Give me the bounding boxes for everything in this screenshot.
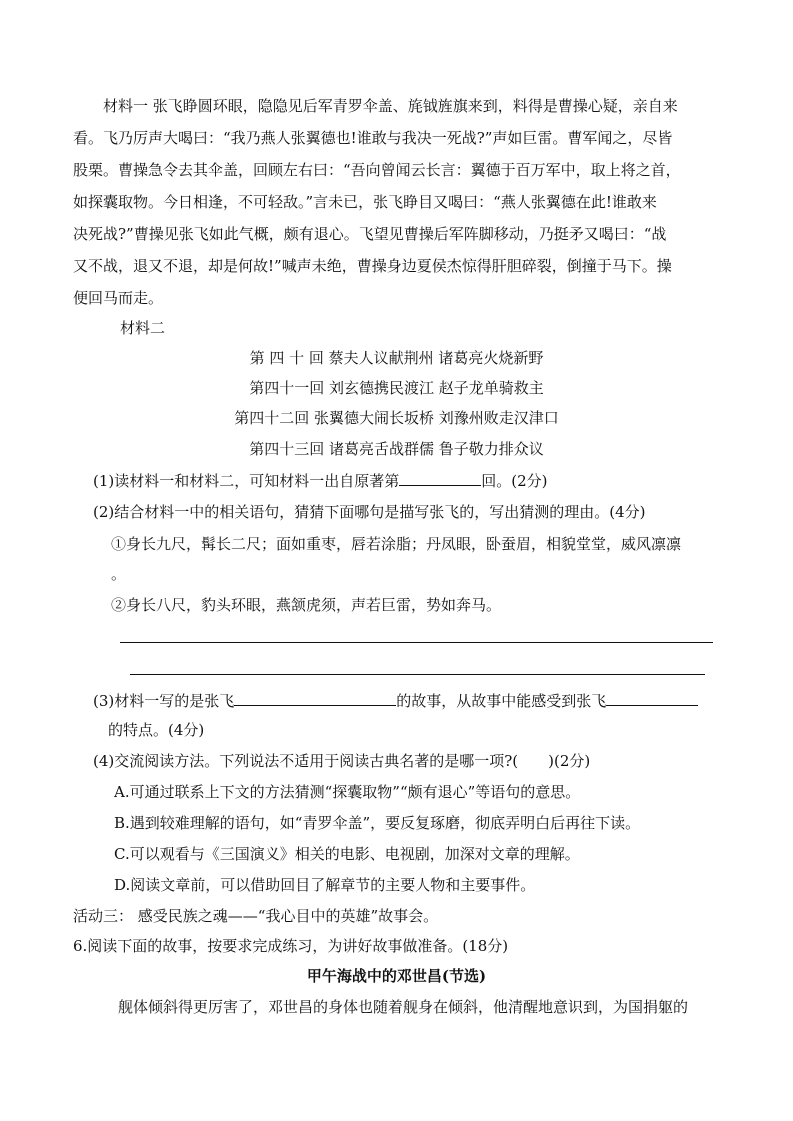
question-4-option-c: C.可以观看与《三国演义》相关的电影、电视剧，加深对文章的理解。 [114,845,580,863]
question-3 [93,691,698,711]
question-1-text: (1)读材料一和材料二，可知材料一出自原著第 [93,472,400,490]
question-4-option-a: A.可通过联系上下文的方法猜测“探囊取物”“颇有退心”等语句的意思。 [114,783,581,801]
activity-3-heading: 活动三： 感受民族之魂——“我心目中的英雄”故事会。 [73,907,439,925]
question-2-option-1-end: 。 [111,565,127,583]
answer-line-1[interactable] [120,642,713,643]
question-2-option-2: ②身长八尺，豹头环眼，燕颔虎须，声若巨雷，势如奔马。 [111,596,502,614]
chapter-title-43: 第四十三回 诸葛亮舌战群儒 鲁子敬力排众议 [249,440,544,458]
chapter-title-40: 第 四 十 回 蔡夫人议献荆州 诸葛亮火烧新野 [249,349,544,367]
material2-label: 材料二 [120,319,166,337]
question-4-option-d: D.阅读文章前，可以借助回目了解章节的主要人物和主要事件。 [114,876,536,894]
material1-line-6: 又不战，退又不退，却是何故!”喊声未绝，曹操身边夏侯杰惊得肝胆碎裂，倒撞于马下。操 [73,257,672,275]
question-3-middle: 的故事，从故事中能感受到张飞 [396,692,607,710]
question-1-suffix: 回。(2分) [481,472,548,490]
story-first-line: 舰体倾斜得更厉害了，邓世昌的身体也随着舰身在倾斜，他清醒地意识到，为国捐躯的 [118,998,689,1016]
answer-blank-trait[interactable] [606,691,698,706]
material1-line-3: 股栗。曹操急令去其伞盖，回顾左右曰：“吾向曾闻云长言：翼德于百万军中，取上将之首， [73,161,681,179]
material1-line-1: 材料一 张飞睁圆环眼，隐隐见后军青罗伞盖、旄钺旌旗来到，料得是曹操心疑，亲自来 [103,97,678,115]
answer-blank-story[interactable] [234,691,396,706]
question-2-option-1: ①身长九尺，髯长二尺；面如重枣，唇若涂脂；丹凤眼，卧蚕眉，相貌堂堂，威风凛凛 [111,535,682,553]
material1-line-5: 决死战?”曹操见张飞如此气概，颇有退心。飞望见曹操后军阵脚移动，乃挺矛又喝曰：“战 [73,225,667,243]
material1-line-4: 如探囊取物。今日相逢，不可轻敌。”言未已，张飞睁目又喝曰：“燕人张翼德在此!谁敢来 [73,193,657,211]
answer-blank-chapter[interactable] [399,471,481,486]
question-4-stem: (4)交流阅读方法。下列说法不适用于阅读古典名著的是哪一项?( )(2分) [93,752,591,770]
question-2-stem: (2)结合材料一中的相关语句，猜猜下面哪句是描写张飞的，写出猜测的理由。(4分) [93,503,646,521]
chapter-title-41: 第四十一回 刘玄德携民渡江 赵子龙单骑救主 [249,379,544,397]
question-3-text: (3)材料一写的是张飞 [93,692,235,710]
question-6: 6.阅读下面的故事，按要求完成练习，为讲好故事做准备。(18分) [73,937,509,955]
answer-line-2[interactable] [130,674,705,675]
chapter-title-42: 第四十二回 张翼德大闹长坂桥 刘豫州败走汉津口 [234,409,559,427]
question-1 [93,471,548,491]
question-3-line-2: 的特点。(4分) [108,721,205,739]
story-title: 甲午海战中的邓世昌(节选) [306,967,487,985]
material1-line-7: 便回马而走。 [73,289,164,307]
material1-line-2: 看。飞乃厉声大喝曰：“我乃燕人张翼德也!谁敢与我决一死战?”声如巨雷。曹军闻之，尽皆 [73,129,673,147]
question-4-option-b: B.遇到较难理解的语句，如“青罗伞盖”，要反复琢磨，彻底弄明白后再往下读。 [114,814,641,832]
